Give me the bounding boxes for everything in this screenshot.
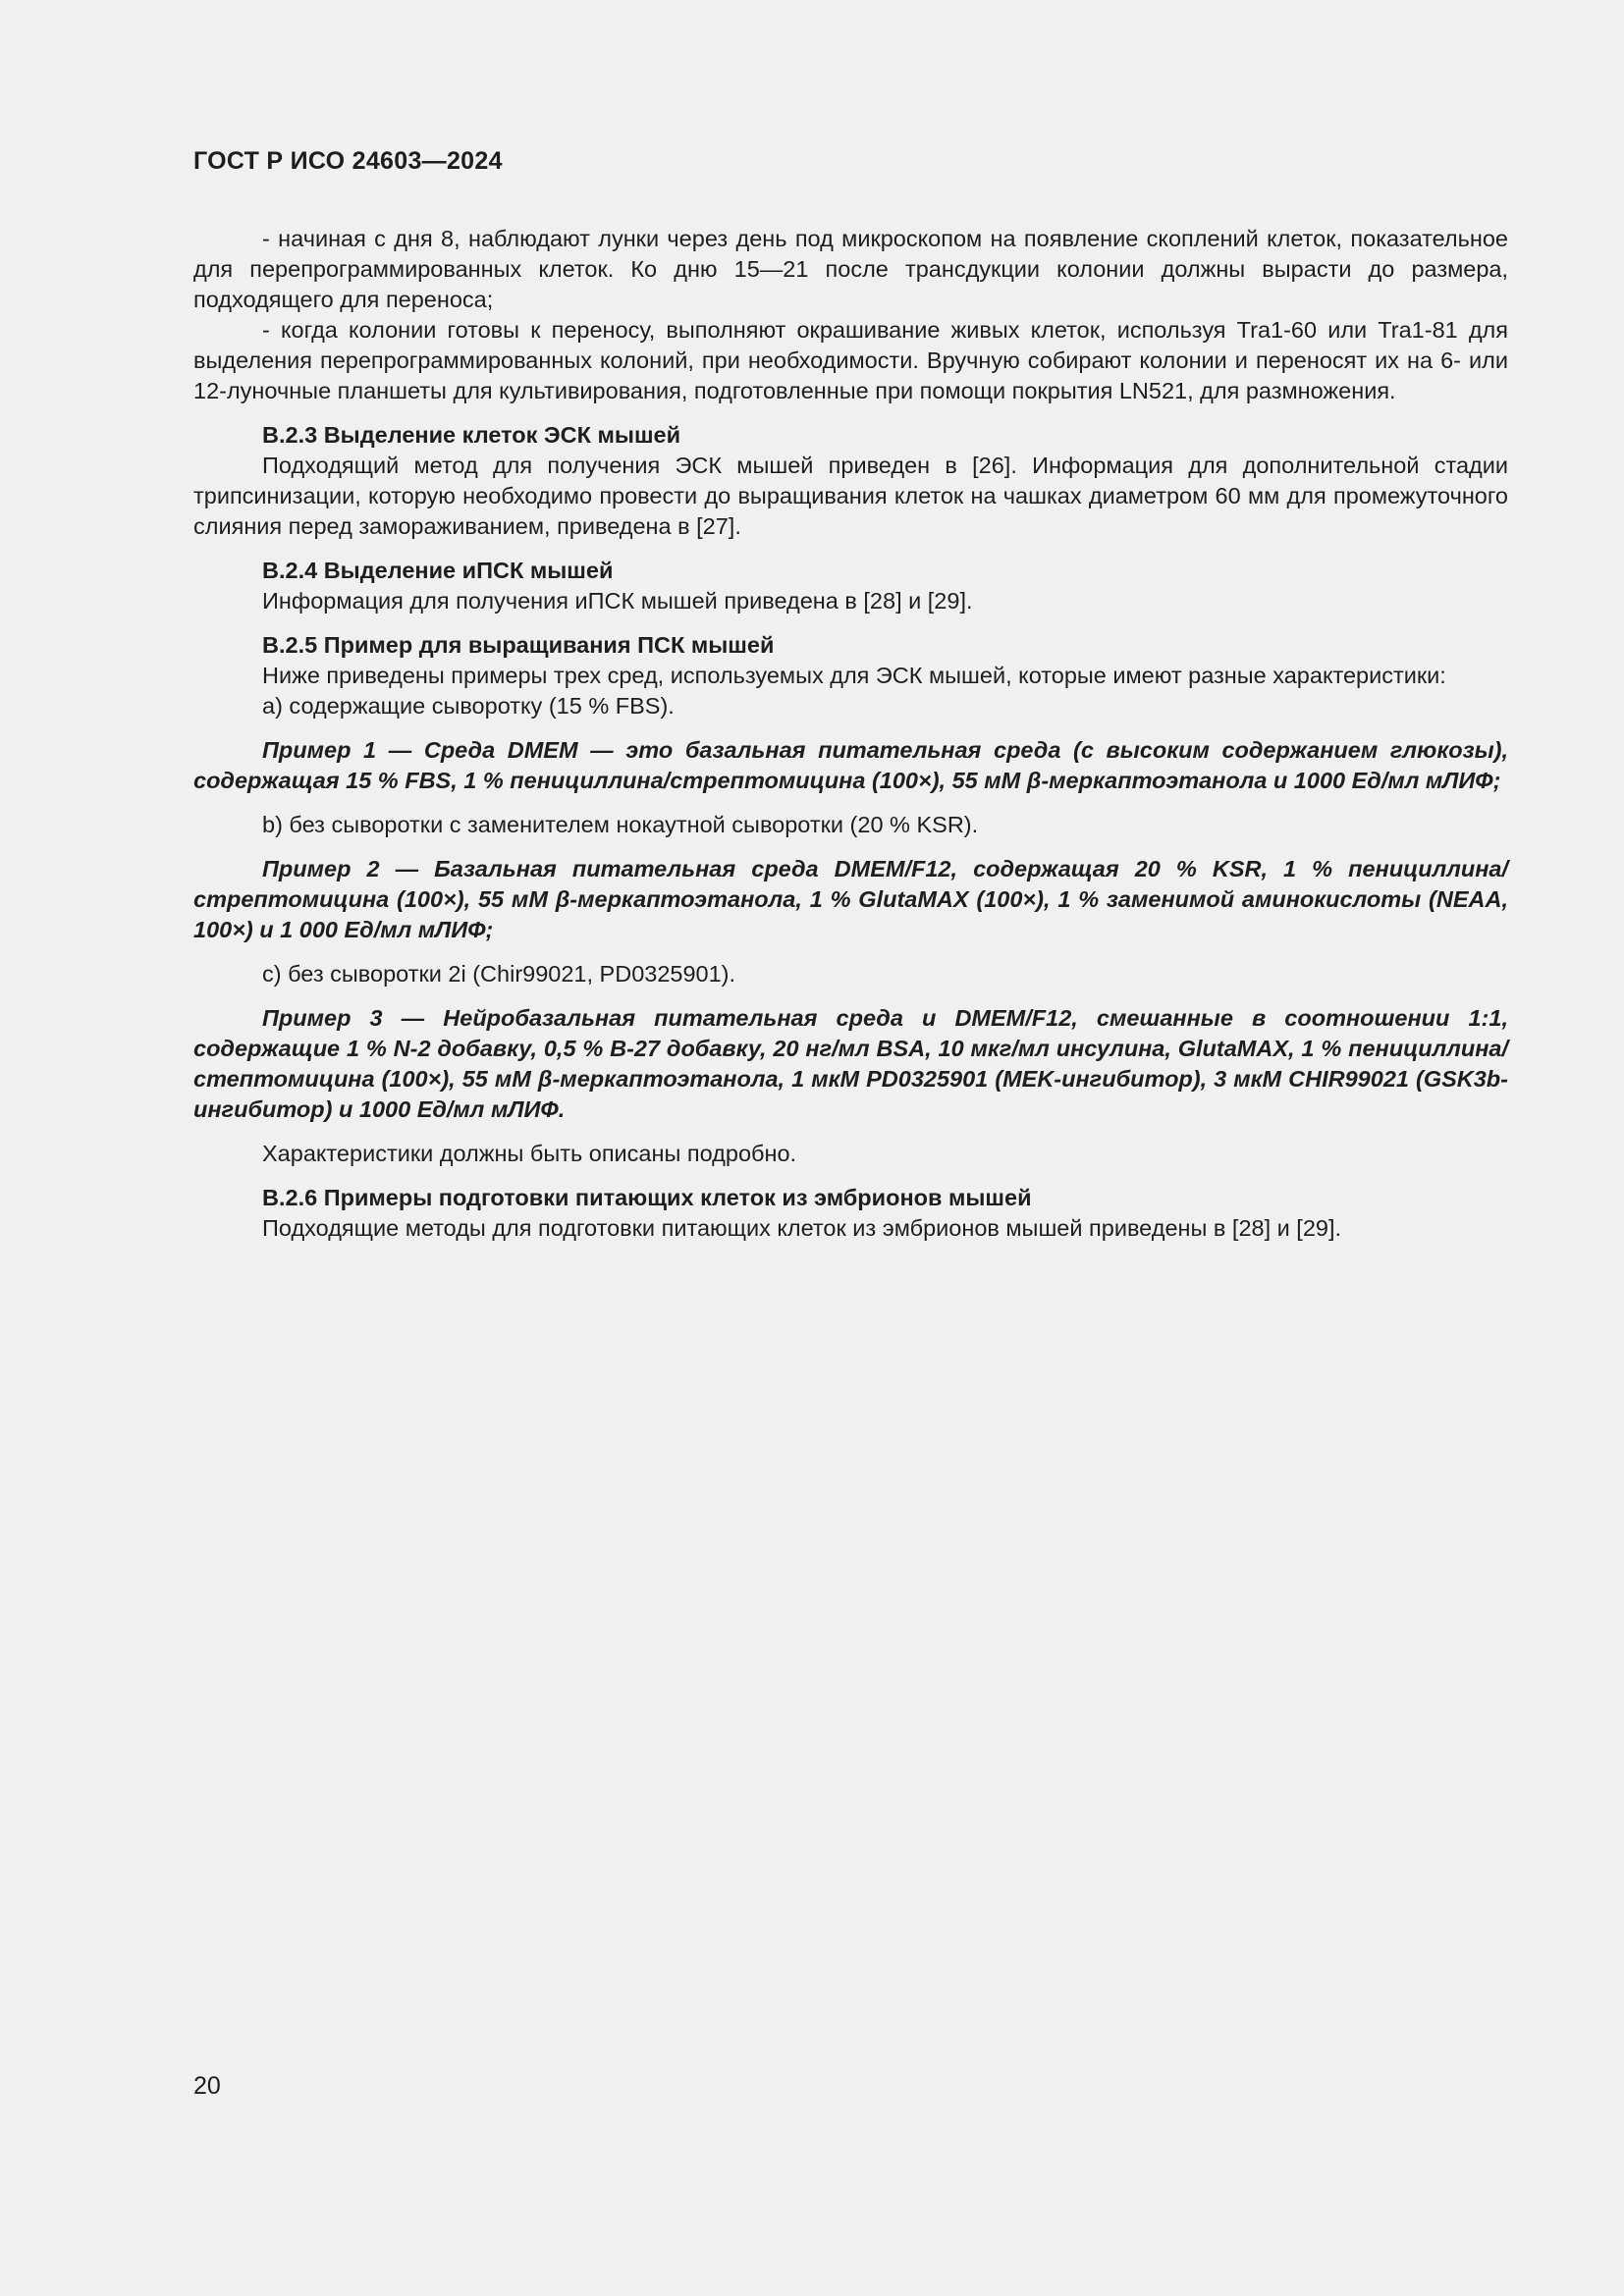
- page-number: 20: [193, 2072, 221, 2100]
- section-text-b25: Ниже приведены примеры трех сред, используемых для ЭСК мышей, которые имеют разные характеристики:: [262, 663, 1446, 688]
- document-header: ГОСТ Р ИСО 24603—2024: [193, 147, 503, 175]
- list-item: - когда колонии готовы к переносу, выполняют окрашивание живых клеток, используя Tra1-60 или Tra1-81 для выделения перепрограммированных колоний, при необходимости. Вручную собирают колонии и переносят их на 6- или 12-луночные планшеты для культивирования, подготовленные при помощи покрытия LN521, для размножения.: [193, 317, 1508, 403]
- section-text-b23: Подходящий метод для получения ЭСК мышей приведен в [26]. Информация для дополнительной стадии трипсинизации, которую необходимо провести до выращивания клеток на чашках диаметром 60 мм для промежуточного слияния перед замораживанием, приведена в [27].: [193, 453, 1508, 539]
- section-text-b26: Подходящие методы для подготовки питающих клеток из эмбрионов мышей приведены в [28] и [29].: [262, 1215, 1342, 1241]
- note-text: Характеристики должны быть описаны подробно.: [262, 1141, 797, 1166]
- example-2: Пример 2 — Базальная питательная среда DMEM/F12, содержащая 20 % KSR, 1 % пенициллина/стрептомицина (100×), 55 мМ β-меркаптоэтанола, 1 % GlutaMAX (100×), 1 % заменимой аминокислоты (NEAA, 100×) и 1 000 Ед/мл мЛИФ;: [193, 856, 1508, 942]
- section-text-b24: Информация для получения иПСК мышей приведена в [28] и [29].: [262, 588, 973, 614]
- list-item-a: а) содержащие сыворотку (15 % FBS).: [262, 693, 675, 719]
- section-heading-b25: В.2.5 Пример для выращивания ПСК мышей: [262, 632, 775, 658]
- section-heading-b24: В.2.4 Выделение иПСК мышей: [262, 558, 614, 583]
- document-body: [193, 224, 1508, 1244]
- example-3: Пример 3 — Нейробазальная питательная среда и DMEM/F12, смешанные в соотношении 1:1, содержащие 1 % N-2 добавку, 0,5 % B-27 добавку, 20 нг/мл BSA, 10 мкг/мл инсулина, GlutaMAX, 1 % пенициллина/стептомицина (100×), 55 мМ β-меркаптоэтанола, 1 мкМ PD0325901 (MEK-ингибитор), 3 мкМ CHIR99021 (GSK3b-ингибитор) и 1000 Ед/мл мЛИФ.: [193, 1005, 1508, 1122]
- example-1: Пример 1 — Среда DMEM — это базальная питательная среда (с высоким содержанием глюкозы), содержащая 15 % FBS, 1 % пенициллина/стрептомицина (100×), 55 мМ β-меркаптоэтанола и 1000 Ед/мл мЛИФ;: [193, 737, 1508, 793]
- section-heading-b26: В.2.6 Примеры подготовки питающих клеток из эмбрионов мышей: [262, 1185, 1032, 1210]
- list-item-b: b) без сыворотки с заменителем нокаутной сыворотки (20 % KSR).: [262, 812, 979, 837]
- section-heading-b23: В.2.3 Выделение клеток ЭСК мышей: [262, 422, 681, 448]
- list-item: - начиная с дня 8, наблюдают лунки через день под микроскопом на появление скоплений клеток, показательное для перепрограммированных клеток. Ко дню 15—21 после трансдукции колонии должны вырасти до размера, подходящего для переноса;: [193, 226, 1508, 312]
- list-item-c: с) без сыворотки 2i (Chir99021, PD0325901).: [262, 961, 736, 987]
